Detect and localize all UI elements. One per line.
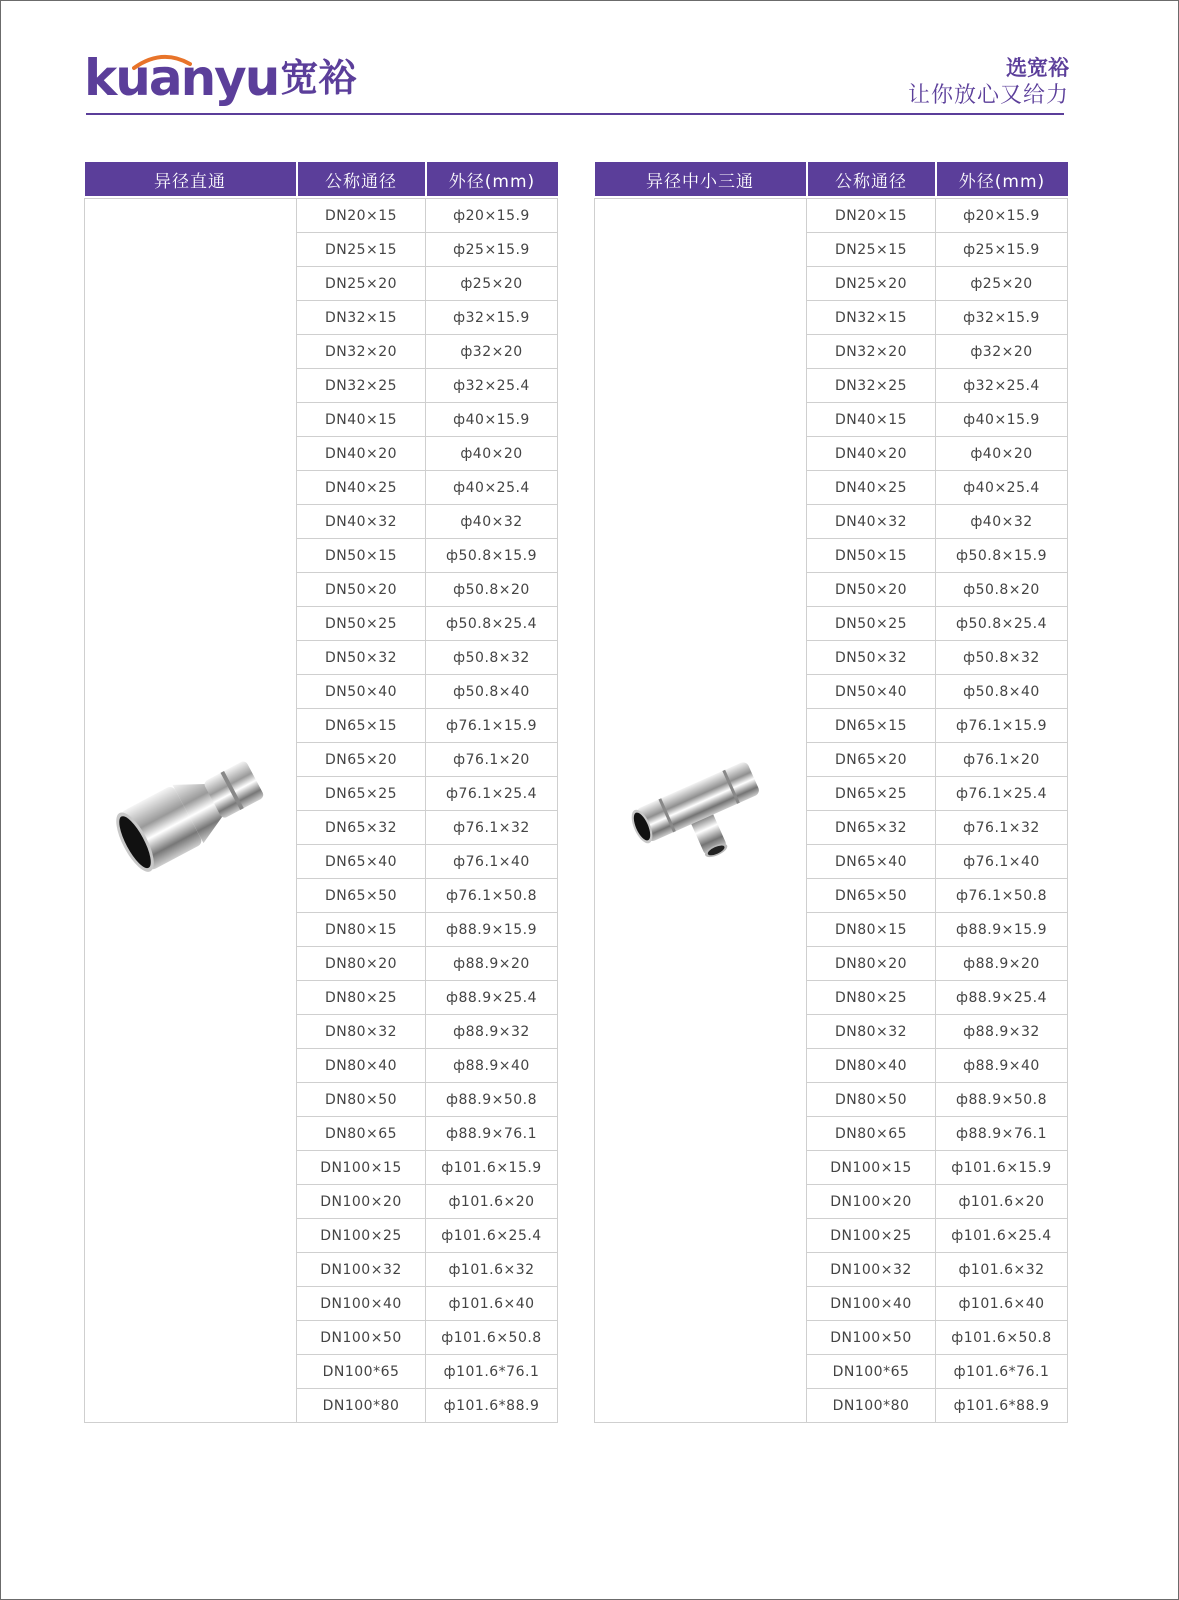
nominal-size-cell: DN100×25 bbox=[807, 1219, 936, 1253]
nominal-size-cell: DN50×40 bbox=[807, 675, 936, 709]
outer-diameter-cell: ф76.1×15.9 bbox=[936, 709, 1068, 743]
outer-diameter-header: 外径(mm) bbox=[426, 162, 558, 196]
nominal-size-cell: DN32×25 bbox=[297, 369, 426, 403]
outer-diameter-cell: ф76.1×32 bbox=[936, 811, 1068, 845]
table-row bbox=[595, 199, 1068, 233]
outer-diameter-cell: ф101.6×15.9 bbox=[936, 1151, 1068, 1185]
outer-diameter-cell: ф40×15.9 bbox=[936, 403, 1068, 437]
outer-diameter-cell: ф101.6×40 bbox=[426, 1287, 558, 1321]
outer-diameter-cell: ф88.9×25.4 bbox=[426, 981, 558, 1015]
nominal-size-cell: DN100×20 bbox=[807, 1185, 936, 1219]
nominal-size-cell: DN40×25 bbox=[807, 471, 936, 505]
nominal-size-cell: DN80×15 bbox=[297, 913, 426, 947]
nominal-size-cell: DN80×25 bbox=[297, 981, 426, 1015]
outer-diameter-cell: ф101.6*88.9 bbox=[936, 1389, 1068, 1423]
nominal-size-cell: DN65×25 bbox=[807, 777, 936, 811]
nominal-size-cell: DN80×65 bbox=[297, 1117, 426, 1151]
nominal-size-cell: DN32×15 bbox=[807, 301, 936, 335]
outer-diameter-cell: ф25×15.9 bbox=[936, 233, 1068, 267]
outer-diameter-cell: ф101.6×20 bbox=[426, 1185, 558, 1219]
outer-diameter-cell: ф76.1×20 bbox=[426, 743, 558, 777]
outer-diameter-cell: ф88.9×32 bbox=[426, 1015, 558, 1049]
nominal-size-cell: DN100×40 bbox=[807, 1287, 936, 1321]
nominal-size-cell: DN25×20 bbox=[807, 267, 936, 301]
outer-diameter-cell: ф88.9×76.1 bbox=[426, 1117, 558, 1151]
nominal-size-cell: DN20×15 bbox=[297, 199, 426, 233]
outer-diameter-cell: ф50.8×40 bbox=[426, 675, 558, 709]
outer-diameter-cell: ф101.6*76.1 bbox=[936, 1355, 1068, 1389]
outer-diameter-cell: ф76.1×20 bbox=[936, 743, 1068, 777]
outer-diameter-cell: ф32×20 bbox=[426, 335, 558, 369]
nominal-size-cell: DN40×20 bbox=[297, 437, 426, 471]
outer-diameter-cell: ф88.9×40 bbox=[426, 1049, 558, 1083]
outer-diameter-cell: ф88.9×50.8 bbox=[936, 1083, 1068, 1117]
outer-diameter-cell: ф101.6*88.9 bbox=[426, 1389, 558, 1423]
nominal-size-cell: DN25×20 bbox=[297, 267, 426, 301]
nominal-size-cell: DN40×15 bbox=[297, 403, 426, 437]
nominal-size-cell: DN65×15 bbox=[297, 709, 426, 743]
logo-swoosh-icon bbox=[132, 52, 192, 72]
outer-diameter-cell: ф40×15.9 bbox=[426, 403, 558, 437]
outer-diameter-cell: ф50.8×40 bbox=[936, 675, 1068, 709]
nominal-size-cell: DN65×15 bbox=[807, 709, 936, 743]
nominal-size-cell: DN50×20 bbox=[807, 573, 936, 607]
nominal-size-cell: DN50×32 bbox=[807, 641, 936, 675]
outer-diameter-cell: ф40×32 bbox=[426, 505, 558, 539]
reducer-coupling-icon bbox=[106, 739, 276, 879]
outer-diameter-cell: ф88.9×20 bbox=[426, 947, 558, 981]
outer-diameter-cell: ф40×20 bbox=[936, 437, 1068, 471]
table-row bbox=[85, 199, 558, 233]
nominal-size-cell: DN100×50 bbox=[297, 1321, 426, 1355]
outer-diameter-cell: ф101.6×50.8 bbox=[426, 1321, 558, 1355]
outer-diameter-cell: ф32×15.9 bbox=[426, 301, 558, 335]
nominal-size-cell: DN32×20 bbox=[297, 335, 426, 369]
outer-diameter-cell: ф88.9×15.9 bbox=[936, 913, 1068, 947]
outer-diameter-cell: ф88.9×76.1 bbox=[936, 1117, 1068, 1151]
outer-diameter-cell: ф50.8×32 bbox=[426, 641, 558, 675]
outer-diameter-cell: ф101.6×40 bbox=[936, 1287, 1068, 1321]
outer-diameter-cell: ф76.1×50.8 bbox=[936, 879, 1068, 913]
nominal-size-cell: DN50×20 bbox=[297, 573, 426, 607]
nominal-size-cell: DN100×25 bbox=[297, 1219, 426, 1253]
nominal-size-cell: DN65×20 bbox=[297, 743, 426, 777]
logo-chinese-text: 宽裕 bbox=[280, 56, 357, 100]
slogan bbox=[908, 54, 1069, 110]
outer-diameter-cell: ф76.1×50.8 bbox=[426, 879, 558, 913]
outer-diameter-cell: ф50.8×25.4 bbox=[936, 607, 1068, 641]
outer-diameter-cell: ф20×15.9 bbox=[936, 199, 1068, 233]
nominal-size-cell: DN100*80 bbox=[807, 1389, 936, 1423]
nominal-size-cell: DN80×32 bbox=[807, 1015, 936, 1049]
outer-diameter-cell: ф88.9×15.9 bbox=[426, 913, 558, 947]
nominal-size-header: 公称通径 bbox=[807, 162, 936, 196]
outer-diameter-cell: ф101.6×25.4 bbox=[936, 1219, 1068, 1253]
outer-diameter-cell: ф88.9×40 bbox=[936, 1049, 1068, 1083]
table-header-row bbox=[85, 162, 558, 196]
nominal-size-cell: DN100×50 bbox=[807, 1321, 936, 1355]
nominal-size-cell: DN100×15 bbox=[807, 1151, 936, 1185]
nominal-size-cell: DN80×25 bbox=[807, 981, 936, 1015]
outer-diameter-cell: ф32×25.4 bbox=[936, 369, 1068, 403]
outer-diameter-cell: ф40×20 bbox=[426, 437, 558, 471]
product-image-cell bbox=[595, 199, 807, 1423]
slogan-line-2: 让你放心又给力 bbox=[907, 83, 1069, 108]
product-name-header: 异径直通 bbox=[85, 162, 297, 196]
nominal-size-cell: DN65×32 bbox=[297, 811, 426, 845]
outer-diameter-cell: ф76.1×40 bbox=[936, 845, 1068, 879]
outer-diameter-cell: ф50.8×15.9 bbox=[426, 539, 558, 573]
outer-diameter-cell: ф25×20 bbox=[936, 267, 1068, 301]
outer-diameter-header: 外径(mm) bbox=[936, 162, 1068, 196]
outer-diameter-cell: ф76.1×32 bbox=[426, 811, 558, 845]
nominal-size-cell: DN80×65 bbox=[807, 1117, 936, 1151]
nominal-size-cell: DN80×20 bbox=[297, 947, 426, 981]
nominal-size-cell: DN40×15 bbox=[807, 403, 936, 437]
nominal-size-cell: DN80×40 bbox=[297, 1049, 426, 1083]
nominal-size-cell: DN65×20 bbox=[807, 743, 936, 777]
nominal-size-cell: DN50×40 bbox=[297, 675, 426, 709]
outer-diameter-cell: ф20×15.9 bbox=[426, 199, 558, 233]
slogan-line-1: 选宽裕 bbox=[1006, 56, 1069, 80]
nominal-size-cell: DN32×25 bbox=[807, 369, 936, 403]
nominal-size-cell: DN65×40 bbox=[807, 845, 936, 879]
nominal-size-cell: DN40×25 bbox=[297, 471, 426, 505]
outer-diameter-cell: ф50.8×25.4 bbox=[426, 607, 558, 641]
outer-diameter-cell: ф101.6×15.9 bbox=[426, 1151, 558, 1185]
outer-diameter-cell: ф88.9×32 bbox=[936, 1015, 1068, 1049]
nominal-size-cell: DN100*80 bbox=[297, 1389, 426, 1423]
nominal-size-cell: DN25×15 bbox=[297, 233, 426, 267]
outer-diameter-cell: ф40×25.4 bbox=[936, 471, 1068, 505]
reducing-tee-icon bbox=[626, 749, 776, 869]
outer-diameter-cell: ф101.6×20 bbox=[936, 1185, 1068, 1219]
nominal-size-cell: DN80×15 bbox=[807, 913, 936, 947]
brand-logo bbox=[84, 48, 356, 108]
nominal-size-cell: DN80×40 bbox=[807, 1049, 936, 1083]
outer-diameter-cell: ф32×25.4 bbox=[426, 369, 558, 403]
outer-diameter-cell: ф40×32 bbox=[936, 505, 1068, 539]
outer-diameter-cell: ф101.6×50.8 bbox=[936, 1321, 1068, 1355]
outer-diameter-cell: ф88.9×25.4 bbox=[936, 981, 1068, 1015]
table-header-row bbox=[595, 162, 1068, 196]
nominal-size-cell: DN100×15 bbox=[297, 1151, 426, 1185]
nominal-size-cell: DN65×25 bbox=[297, 777, 426, 811]
outer-diameter-cell: ф40×25.4 bbox=[426, 471, 558, 505]
outer-diameter-cell: ф32×20 bbox=[936, 335, 1068, 369]
outer-diameter-cell: ф76.1×25.4 bbox=[936, 777, 1068, 811]
header-divider bbox=[86, 113, 1064, 115]
nominal-size-cell: DN80×20 bbox=[807, 947, 936, 981]
nominal-size-cell: DN80×50 bbox=[807, 1083, 936, 1117]
nominal-size-cell: DN65×32 bbox=[807, 811, 936, 845]
outer-diameter-cell: ф88.9×20 bbox=[936, 947, 1068, 981]
product-image-cell bbox=[85, 199, 297, 1423]
outer-diameter-cell: ф25×20 bbox=[426, 267, 558, 301]
outer-diameter-cell: ф76.1×15.9 bbox=[426, 709, 558, 743]
product-name-header: 异径中小三通 bbox=[595, 162, 807, 196]
nominal-size-cell: DN40×32 bbox=[297, 505, 426, 539]
nominal-size-cell: DN100×32 bbox=[807, 1253, 936, 1287]
outer-diameter-cell: ф50.8×20 bbox=[936, 573, 1068, 607]
nominal-size-cell: DN50×25 bbox=[807, 607, 936, 641]
outer-diameter-cell: ф50.8×20 bbox=[426, 573, 558, 607]
nominal-size-cell: DN32×15 bbox=[297, 301, 426, 335]
product-image bbox=[106, 739, 276, 883]
outer-diameter-cell: ф50.8×32 bbox=[936, 641, 1068, 675]
product-image bbox=[626, 749, 776, 873]
outer-diameter-cell: ф88.9×50.8 bbox=[426, 1083, 558, 1117]
nominal-size-cell: DN50×15 bbox=[297, 539, 426, 573]
nominal-size-cell: DN50×25 bbox=[297, 607, 426, 641]
outer-diameter-cell: ф25×15.9 bbox=[426, 233, 558, 267]
outer-diameter-cell: ф101.6×32 bbox=[426, 1253, 558, 1287]
outer-diameter-cell: ф101.6*76.1 bbox=[426, 1355, 558, 1389]
nominal-size-cell: DN80×50 bbox=[297, 1083, 426, 1117]
nominal-size-cell: DN25×15 bbox=[807, 233, 936, 267]
nominal-size-cell: DN32×20 bbox=[807, 335, 936, 369]
nominal-size-cell: DN50×32 bbox=[297, 641, 426, 675]
nominal-size-cell: DN50×15 bbox=[807, 539, 936, 573]
outer-diameter-cell: ф32×15.9 bbox=[936, 301, 1068, 335]
nominal-size-header: 公称通径 bbox=[297, 162, 426, 196]
spec-table-reducing-tee bbox=[594, 162, 1068, 1423]
nominal-size-cell: DN40×32 bbox=[807, 505, 936, 539]
nominal-size-cell: DN100*65 bbox=[297, 1355, 426, 1389]
nominal-size-cell: DN100×32 bbox=[297, 1253, 426, 1287]
nominal-size-cell: DN65×50 bbox=[807, 879, 936, 913]
nominal-size-cell: DN65×50 bbox=[297, 879, 426, 913]
nominal-size-cell: DN80×32 bbox=[297, 1015, 426, 1049]
outer-diameter-cell: ф76.1×25.4 bbox=[426, 777, 558, 811]
nominal-size-cell: DN100×20 bbox=[297, 1185, 426, 1219]
nominal-size-cell: DN40×20 bbox=[807, 437, 936, 471]
outer-diameter-cell: ф101.6×32 bbox=[936, 1253, 1068, 1287]
nominal-size-cell: DN20×15 bbox=[807, 199, 936, 233]
logo-latin-text: kuanyu bbox=[84, 49, 279, 107]
outer-diameter-cell: ф76.1×40 bbox=[426, 845, 558, 879]
nominal-size-cell: DN100×40 bbox=[297, 1287, 426, 1321]
nominal-size-cell: DN65×40 bbox=[297, 845, 426, 879]
outer-diameter-cell: ф50.8×15.9 bbox=[936, 539, 1068, 573]
spec-table-reducer-coupling bbox=[84, 162, 558, 1423]
nominal-size-cell: DN100*65 bbox=[807, 1355, 936, 1389]
outer-diameter-cell: ф101.6×25.4 bbox=[426, 1219, 558, 1253]
